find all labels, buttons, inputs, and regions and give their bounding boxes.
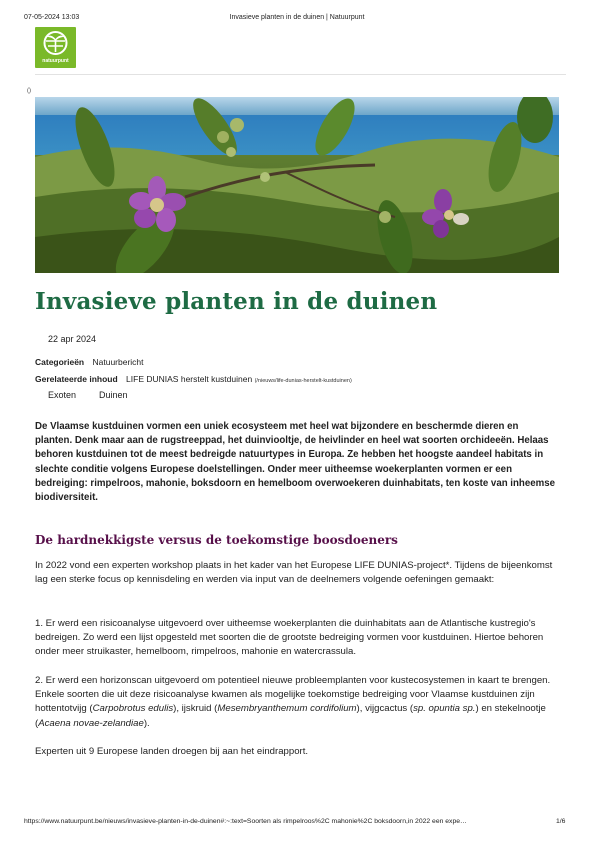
list-item-2	[35, 674, 559, 731]
goji-flower-photo	[35, 97, 559, 273]
species-mesembryanthemum: Mesembryanthemum cordifolium	[217, 703, 357, 715]
list-item-2-text: 2. Er werd een horizonscan uitgevoerd om potentieel nieuwe probleemplanten voor kustecosystemen in kaart te brengen. Enkele soorten die uit deze risicoanalyse kwamen als mogelijke toekomstige bedreiging voor Vlaamse kustduinen zijn hottentotvijg (	[35, 675, 551, 715]
header-divider	[35, 74, 566, 75]
section-heading: De hardnekkigste versus de toekomstige boosdoeners	[35, 533, 398, 547]
related-content-row	[35, 374, 352, 384]
related-link[interactable]: LIFE DUNIAS herstelt kustduinen	[126, 374, 253, 384]
print-datetime: 07-05-2024 13:03	[24, 14, 80, 21]
related-link-url: (/nieuws/life-dunias-herstelt-kustduinen)	[254, 378, 352, 384]
category-link[interactable]: Natuurbericht	[92, 357, 144, 367]
natuurpunt-logo[interactable]	[35, 27, 76, 68]
list-item-2-sep3: ) en stekelnootje (	[35, 703, 546, 729]
species-acaena: Acaena novae-zelandiae	[38, 717, 144, 729]
list-item-1: 1. Er werd een risicoanalyse uitgevoerd over uitheemse woekerplanten die duinhabitats aan de Atlantische kustregio's bedreigen. Zo werd een lijst opgesteld met soorten die de grootste bedreiging vormen voor kustduinen. Hiertoe behoren onder meer struikaster, hemelboom, rimpelroos, mahonie en watercrassula.	[35, 618, 544, 658]
print-page-title: Invasieve planten in de duinen | Natuurpunt	[229, 14, 365, 21]
list-item-2-sep2: ), vijgcactus (	[356, 703, 414, 715]
logo-text: natuurpunt	[42, 58, 69, 64]
tag-duinen[interactable]: Duinen	[99, 390, 128, 400]
categories-label: Categorieën	[35, 357, 85, 367]
closing-paragraph: Experten uit 9 Europese landen droegen bij aan het eindrapport.	[35, 746, 309, 757]
species-carpobrotus: Carpobrotus edulis	[92, 703, 174, 715]
tag-exoten[interactable]: Exoten	[48, 390, 77, 400]
page-title: Invasieve planten in de duinen	[35, 288, 438, 315]
intro-paragraph: In 2022 vond een experten workshop plaats in het kader van het Europese LIFE DUNIAS-project*. Tijdens de bijeenkomst lag een sterke focus op kennisdeling en werden via input van de deelnemers volgende oefeningen gemaakt:	[35, 560, 553, 586]
publish-date: 22 apr 2024	[48, 334, 97, 344]
print-footer-url: https://www.natuurpunt.be/nieuws/invasieve-planten-in-de-duinen#:~:text=Soorten als rimpelroos%2C mahonie%2C boksdoorn,in 2022 een expe…	[24, 818, 467, 825]
logo-globe-icon	[35, 27, 76, 59]
hero-image	[35, 97, 559, 273]
categories-row	[35, 357, 144, 367]
lead-paragraph: De Vlaamse kustduinen vormen een uniek ecosysteem met heel wat bijzondere en beschermde dieren en planten. Denk maar aan de rugstreeppad, het duinviooltje, de heivlinder en heel wat soorten orchideeën. Helaas behoren kustduinen tot de meest bedreigde natuurtypes in Europa. Ze hebben het hoogste aandeel habitats in slechte conditie volgens Europese doelstellingen. Onder meer uitheemse woekerplanten vormen er een bedreiging: rimpelroos, mahonie, boksdoorn en hemelboom overwoekeren duinhabitats, ten koste van inheemse biodiversiteit.	[35, 421, 556, 504]
print-page-number: 1/6	[556, 818, 566, 825]
list-item-2-sep1: ), ijskruid (	[173, 703, 218, 715]
list-item-2-end: ).	[143, 717, 150, 729]
empty-link-marker: ()	[27, 88, 31, 94]
species-opuntia: sp. opuntia sp.	[413, 703, 476, 715]
related-label: Gerelateerde inhoud	[35, 374, 118, 384]
